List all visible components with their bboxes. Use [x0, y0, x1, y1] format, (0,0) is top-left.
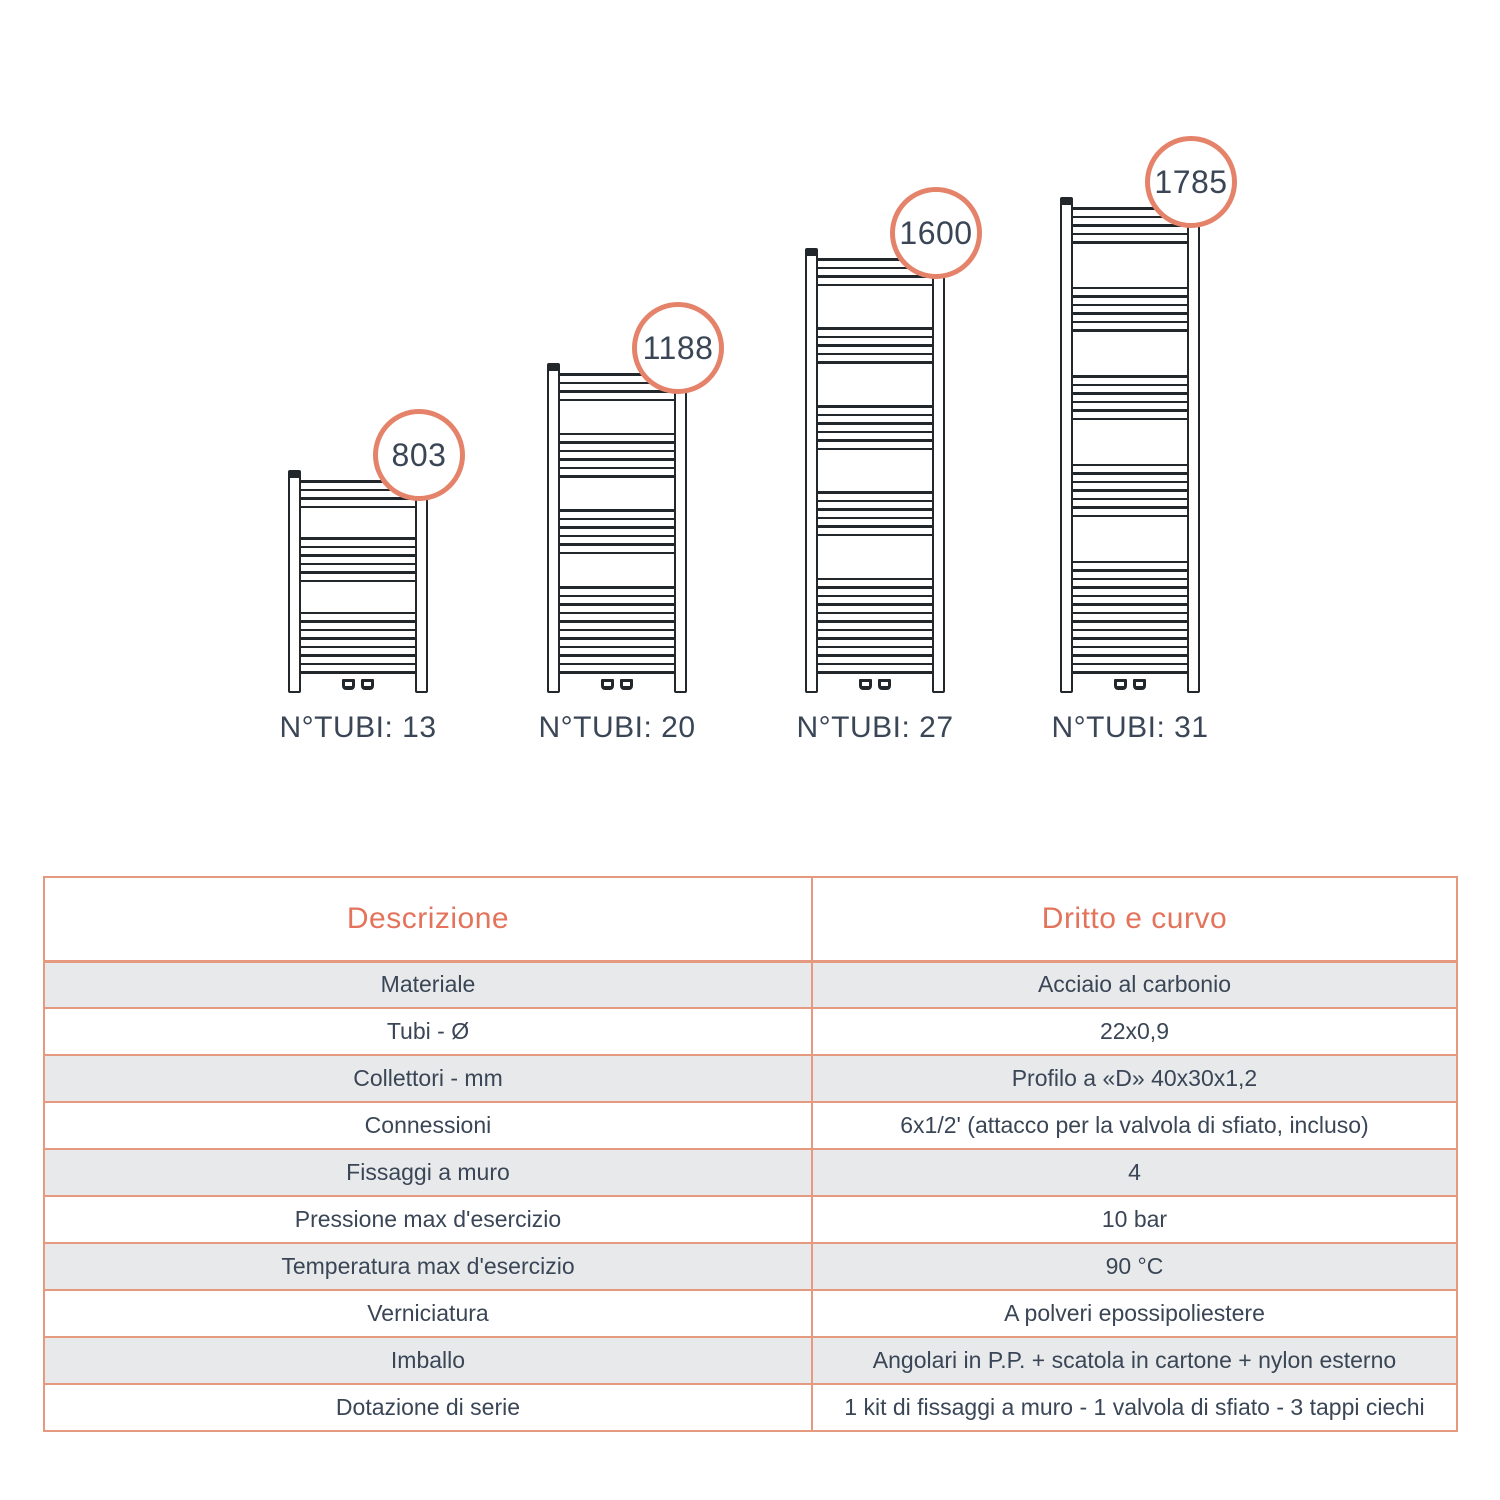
height-badge: 1188	[632, 302, 724, 394]
radiator-rung	[560, 552, 674, 555]
valve-icon	[601, 679, 614, 690]
spec-label: Connessioni	[44, 1102, 812, 1149]
radiator-rung	[1073, 654, 1187, 657]
radiator-rung	[301, 654, 415, 657]
radiator-rung	[560, 620, 674, 623]
spec-row	[44, 1008, 1457, 1055]
radiator-rung	[1073, 629, 1187, 632]
radiator-rung	[560, 390, 674, 393]
radiator-rung	[818, 405, 932, 408]
bottom-valves	[601, 679, 633, 690]
radiator-rung	[560, 637, 674, 640]
radiator-1600	[796, 214, 973, 744]
radiator-rung	[818, 353, 932, 356]
radiator-rung	[1073, 481, 1187, 484]
radiator-rung	[818, 439, 932, 442]
radiator-rung	[560, 450, 674, 453]
valve-icon	[1114, 679, 1127, 690]
tube-count-label: N°TUBI: 13	[279, 711, 437, 744]
right-collector	[415, 470, 428, 693]
spec-value: A polveri epossipoliestere	[812, 1290, 1457, 1337]
radiator-rung	[301, 612, 415, 615]
spec-value: Acciaio al carbonio	[812, 961, 1457, 1008]
spec-label: Imballo	[44, 1337, 812, 1384]
radiator-rung	[301, 620, 415, 623]
radiator-rung	[818, 431, 932, 434]
spec-row	[44, 1149, 1457, 1196]
radiator-rung	[1073, 612, 1187, 615]
radiator-rung	[1073, 375, 1187, 378]
radiator-rung	[1073, 515, 1187, 518]
radiator-rung	[301, 546, 415, 549]
radiator-rung	[560, 433, 674, 436]
radiator-rung	[1073, 384, 1187, 387]
right-collector	[932, 248, 945, 693]
spec-label: Dotazione di serie	[44, 1384, 812, 1431]
spec-value: 90 °C	[812, 1243, 1457, 1290]
radiator-rung	[560, 595, 674, 598]
radiator-rung	[560, 526, 674, 529]
radiator-rung	[818, 637, 932, 640]
radiator-rung	[1073, 418, 1187, 421]
valve-icon	[361, 679, 374, 690]
radiator-rung	[560, 441, 674, 444]
radiator-rung	[560, 518, 674, 521]
radiator-1188	[538, 329, 714, 744]
radiator-rung	[560, 586, 674, 589]
spec-label: Pressione max d'esercizio	[44, 1196, 812, 1243]
spec-label: Fissaggi a muro	[44, 1149, 812, 1196]
radiator-rung	[560, 458, 674, 461]
height-badge: 803	[373, 409, 465, 501]
tube-count-label: N°TUBI: 27	[796, 711, 954, 744]
radiator-rung	[301, 580, 415, 583]
spec-value: 1 kit di fissaggi a muro - 1 valvola di sfiato - 3 tappi ciechi	[812, 1384, 1457, 1431]
spec-label: Materiale	[44, 961, 812, 1008]
valve-icon	[620, 679, 633, 690]
radiator-rung	[818, 586, 932, 589]
radiator-rung	[818, 534, 932, 537]
spec-row	[44, 1384, 1457, 1431]
radiator-rung	[1073, 295, 1187, 298]
radiator-rung	[818, 275, 932, 278]
radiator-rung	[818, 422, 932, 425]
radiator-rung	[560, 646, 674, 649]
radiator-rung	[818, 629, 932, 632]
bottom-valves	[1114, 679, 1146, 690]
height-badge: 1785	[1145, 136, 1237, 228]
radiator-rung	[1073, 489, 1187, 492]
radiator-rung	[1073, 671, 1187, 674]
radiator-rung	[301, 571, 415, 574]
radiator-rung	[560, 543, 674, 546]
radiator-rung	[1073, 464, 1187, 467]
radiator-rung	[818, 361, 932, 364]
radiator-rung	[1073, 586, 1187, 589]
radiator-rung	[560, 509, 674, 512]
radiator-rung	[301, 497, 415, 500]
spec-row	[44, 1243, 1457, 1290]
radiator-rung	[818, 414, 932, 417]
radiator-rung	[1073, 401, 1187, 404]
radiator-rung	[818, 491, 932, 494]
radiator-rung	[1073, 646, 1187, 649]
right-collector	[674, 363, 687, 693]
left-collector	[547, 363, 560, 693]
radiator-rung	[1073, 312, 1187, 315]
radiator-1785	[1051, 163, 1228, 744]
valve-icon	[1133, 679, 1146, 690]
spec-value: Angolari in P.P. + scatola in cartone + nylon esterno	[812, 1337, 1457, 1384]
radiator-rung	[1073, 595, 1187, 598]
spec-value: 10 bar	[812, 1196, 1457, 1243]
radiator-rung	[818, 654, 932, 657]
radiator-rung	[1073, 620, 1187, 623]
radiator-rung	[301, 506, 415, 509]
radiator-rung	[301, 563, 415, 566]
right-collector	[1187, 197, 1200, 693]
radiator-rung	[818, 508, 932, 511]
collector-cap	[547, 364, 560, 371]
radiator-rung	[1073, 637, 1187, 640]
radiator-rung	[1073, 472, 1187, 475]
spec-header-dritto-e-curvo: Dritto e curvo	[812, 877, 1457, 961]
radiator-rung	[1073, 498, 1187, 501]
radiator-rung	[301, 537, 415, 540]
radiator-rung	[560, 603, 674, 606]
tube-count-label: N°TUBI: 31	[1051, 711, 1209, 744]
radiator-rung	[560, 399, 674, 402]
radiator-rung	[1073, 224, 1187, 227]
radiator-rung	[1073, 321, 1187, 324]
radiator-rung	[818, 327, 932, 330]
radiator-rung	[1073, 392, 1187, 395]
radiator-rung	[1073, 578, 1187, 581]
radiator-rung	[301, 646, 415, 649]
radiator-rung	[818, 603, 932, 606]
bottom-valves	[859, 679, 891, 690]
spec-row	[44, 1055, 1457, 1102]
spec-value: 6x1/2' (attacco per la valvola di sfiato, incluso)	[812, 1102, 1457, 1149]
collector-cap	[805, 249, 818, 256]
radiator-rung	[818, 663, 932, 666]
valve-icon	[878, 679, 891, 690]
radiator-rung	[818, 578, 932, 581]
spec-table	[43, 876, 1458, 1432]
tube-count-label: N°TUBI: 20	[538, 711, 696, 744]
radiator-rung	[301, 637, 415, 640]
radiator-rung	[818, 612, 932, 615]
radiator-rung	[560, 467, 674, 470]
spec-label: Verniciatura	[44, 1290, 812, 1337]
spec-row	[44, 1196, 1457, 1243]
left-collector	[805, 248, 818, 693]
radiator-rung	[1073, 241, 1187, 244]
valve-icon	[342, 679, 355, 690]
spec-row	[44, 961, 1457, 1008]
left-collector	[1060, 197, 1073, 693]
radiator-rung	[301, 671, 415, 674]
collector-cap	[1060, 198, 1073, 205]
spec-value: Profilo a «D» 40x30x1,2	[812, 1055, 1457, 1102]
radiator-rung	[560, 671, 674, 674]
radiator-rung	[1073, 569, 1187, 572]
collector-cap	[288, 471, 301, 478]
radiator-rung	[1073, 233, 1187, 236]
radiator-rung	[1073, 287, 1187, 290]
radiator-rung	[301, 629, 415, 632]
valve-icon	[859, 679, 872, 690]
height-badge: 1600	[890, 187, 982, 279]
radiator-rung	[818, 336, 932, 339]
radiator-rung	[818, 500, 932, 503]
radiator-rung	[301, 663, 415, 666]
radiator-rung	[560, 475, 674, 478]
radiator-rung	[818, 595, 932, 598]
radiator-rung	[818, 517, 932, 520]
spec-label: Collettori - mm	[44, 1055, 812, 1102]
radiator-rung	[1073, 603, 1187, 606]
radiator-rung	[1073, 561, 1187, 564]
radiator-rung	[818, 525, 932, 528]
spec-row	[44, 1290, 1457, 1337]
radiator-rung	[301, 554, 415, 557]
radiator-rung	[560, 629, 674, 632]
radiator-rung	[560, 612, 674, 615]
radiator-rung	[1073, 409, 1187, 412]
spec-value: 4	[812, 1149, 1457, 1196]
radiator-rung	[818, 620, 932, 623]
radiator-803	[279, 436, 447, 744]
radiator-rung	[818, 344, 932, 347]
radiator-rung	[560, 535, 674, 538]
bottom-valves	[342, 679, 374, 690]
radiator-rung	[560, 663, 674, 666]
spec-header-row	[44, 877, 1457, 961]
spec-row	[44, 1102, 1457, 1149]
radiator-rung	[1073, 329, 1187, 332]
radiator-rung	[1073, 663, 1187, 666]
left-collector	[288, 470, 301, 693]
spec-label: Tubi - Ø	[44, 1008, 812, 1055]
spec-header-descrizione: Descrizione	[44, 877, 812, 961]
radiator-rung	[1073, 506, 1187, 509]
spec-value: 22x0,9	[812, 1008, 1457, 1055]
radiator-rung	[818, 448, 932, 451]
radiator-rung	[560, 654, 674, 657]
spec-row	[44, 1337, 1457, 1384]
radiator-rung	[1073, 304, 1187, 307]
radiator-rung	[818, 646, 932, 649]
spec-label: Temperatura max d'esercizio	[44, 1243, 812, 1290]
radiator-rung	[818, 671, 932, 674]
radiator-rung	[818, 284, 932, 287]
